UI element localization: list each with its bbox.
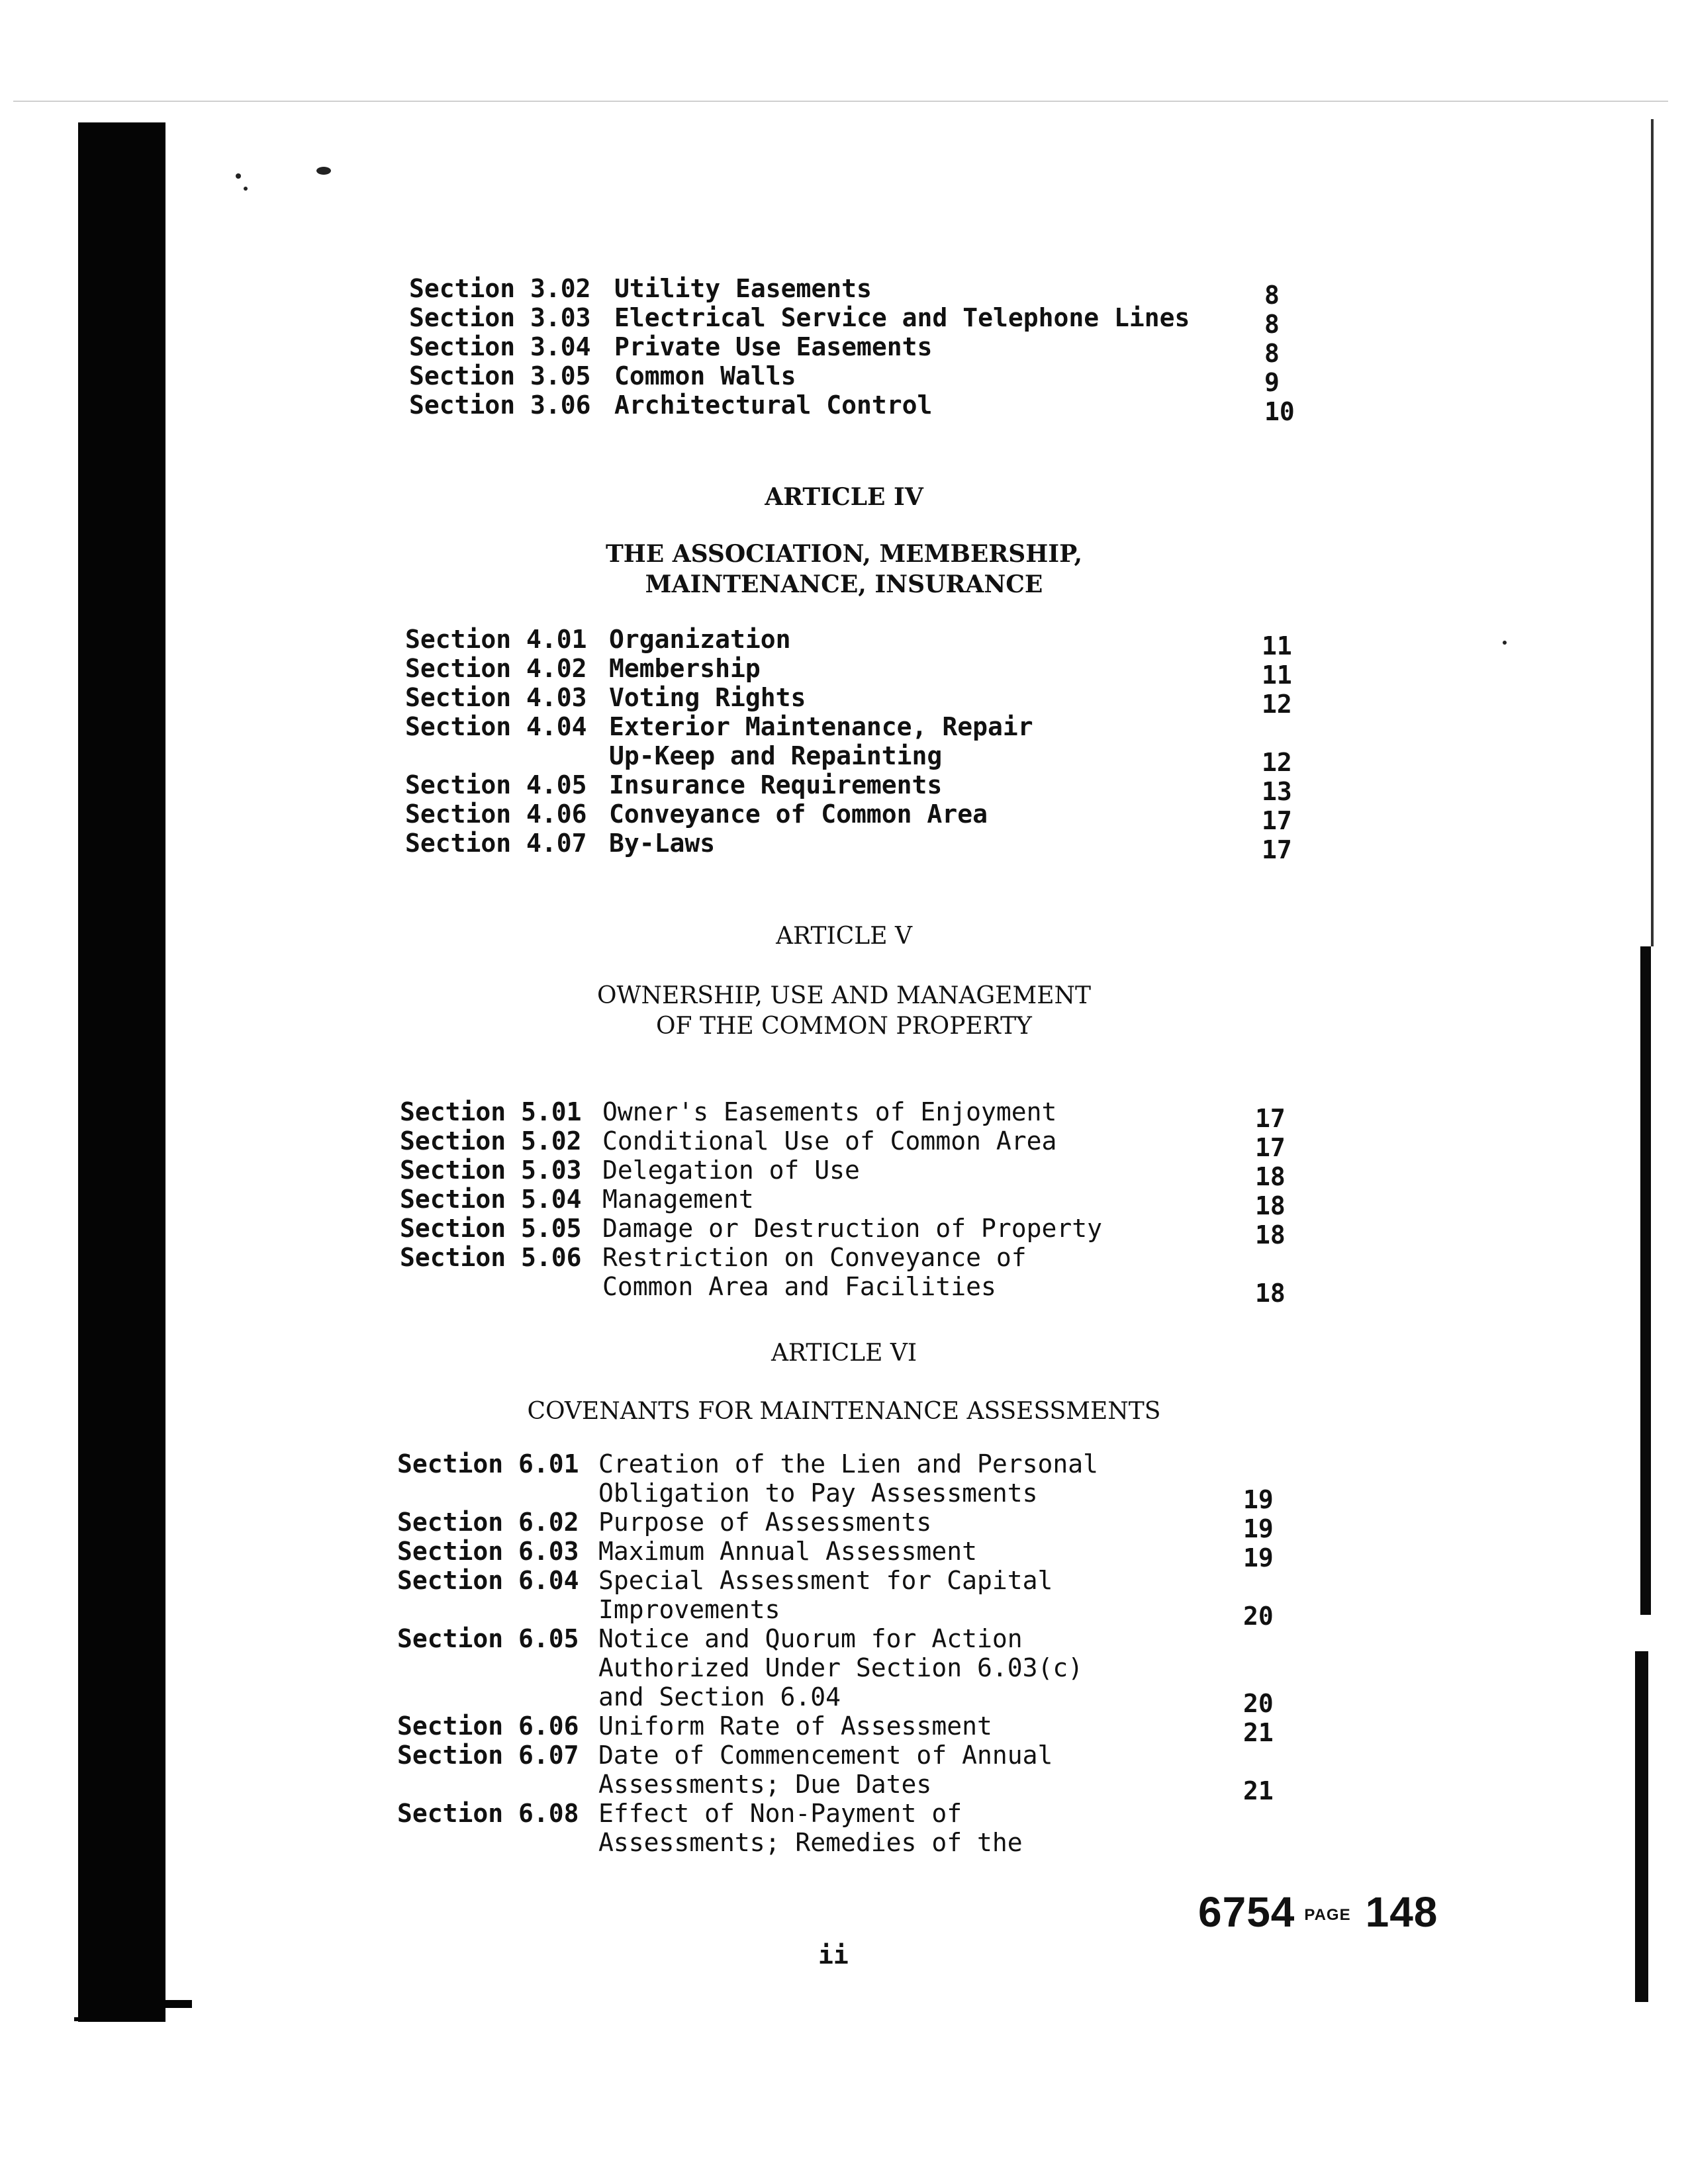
section-number: Section 4.06 [405,799,587,829]
article3-section-list [0,274,1688,426]
section-page-number: 18 [1255,1162,1286,1191]
section-page-number: 20 [1243,1689,1274,1718]
section-page-number: 13 [1262,777,1292,806]
toc-entry [0,829,1688,864]
section-number: Section 5.05 [400,1214,582,1243]
article6-heading: ARTICLE VI [771,1340,917,1367]
section-number: Section 4.01 [405,625,587,654]
section-page-number: 11 [1262,631,1292,660]
section-page-number: 18 [1255,1191,1286,1220]
section-title-line: Delegation of Use [602,1156,860,1185]
section-number: Section 5.01 [400,1097,582,1126]
scan-speck [244,187,248,191]
section-number: Section 3.02 [409,274,591,303]
section-page-number: 19 [1243,1485,1274,1514]
section-number: Section 3.06 [409,390,591,420]
toc-entry [0,1156,1688,1191]
section-page-number: 21 [1243,1718,1274,1747]
section-title-line: Maximum Annual Assessment [598,1537,977,1566]
section-title-line: Private Use Easements [614,332,933,361]
section-number: Section 4.07 [405,829,587,858]
section-number: Section 4.02 [405,654,587,683]
article4-section-list [0,625,1688,864]
section-title-line: and Section 6.04 [598,1682,841,1711]
section-title-line: Date of Commencement of Annual [598,1741,1053,1770]
toc-entry [0,1711,1688,1747]
toc-entry [0,1126,1688,1162]
section-number: Section 6.01 [397,1449,579,1479]
section-page-number: 21 [1243,1776,1274,1805]
section-title-line: Electrical Service and Telephone Lines [614,303,1190,332]
article4-subheading-line1: THE ASSOCIATION, MEMBERSHIP, [605,540,1083,568]
section-page-number: 9 [1264,368,1280,397]
section-page-number: 8 [1264,281,1280,310]
section-page-number: 18 [1255,1220,1286,1250]
toc-entry [0,1508,1688,1543]
scan-binding-shadow-tail [74,2017,114,2021]
section-title-line: Common Walls [614,361,796,390]
section-number: Section 6.04 [397,1566,579,1595]
section-title-line: Utility Easements [614,274,872,303]
section-title-line: Owner's Easements of Enjoyment [602,1097,1057,1126]
toc-entry [0,332,1688,368]
scan-binding-shadow-foot [106,2000,192,2008]
section-page-number: 18 [1255,1279,1286,1308]
section-title-line: Management [602,1185,754,1214]
recording-book: 6754 [1198,1888,1295,1936]
toc-entry [0,625,1688,660]
toc-entry [0,1799,1688,1857]
section-number: Section 5.02 [400,1126,582,1156]
section-page-number: 17 [1255,1133,1286,1162]
section-page-number: 17 [1262,835,1292,864]
section-page-number: 17 [1262,806,1292,835]
section-title-line: Restriction on Conveyance of [602,1243,1027,1272]
toc-entry [0,799,1688,835]
section-number: Section 4.03 [405,683,587,712]
toc-entry [0,1624,1688,1718]
section-title-line: Assessments; Due Dates [598,1770,932,1799]
section-title-line: Notice and Quorum for Action [598,1624,1023,1653]
section-title-line: Uniform Rate of Assessment [598,1711,992,1741]
section-number: Section 6.02 [397,1508,579,1537]
section-number: Section 5.06 [400,1243,582,1272]
section-title-line: Creation of the Lien and Personal [598,1449,1098,1479]
toc-entry [0,712,1688,777]
section-page-number: 12 [1262,690,1292,719]
section-page-number: 8 [1264,310,1280,339]
recording-page: 148 [1365,1888,1438,1936]
section-number: Section 6.08 [397,1799,579,1828]
toc-entry [0,361,1688,397]
toc-entry [0,1097,1688,1133]
section-page-number: 8 [1264,339,1280,368]
toc-entry [0,390,1688,426]
section-title-line: Damage or Destruction of Property [602,1214,1102,1243]
section-title-line: Obligation to Pay Assessments [598,1479,1038,1508]
article5-heading: ARTICLE V [776,923,912,950]
section-title-line: Organization [609,625,791,654]
section-number: Section 3.04 [409,332,591,361]
section-title-line: Special Assessment for Capital [598,1566,1053,1595]
toc-entry [0,303,1688,339]
toc-entry [0,770,1688,806]
toc-entry [0,1185,1688,1220]
recording-page-label: PAGE [1304,1906,1351,1925]
section-page-number: 19 [1243,1543,1274,1572]
section-number: Section 6.07 [397,1741,579,1770]
toc-entry [0,1741,1688,1805]
section-number: Section 6.03 [397,1537,579,1566]
section-title-line: Conveyance of Common Area [609,799,988,829]
scan-edge-line [13,101,1668,102]
section-title-line: By-Laws [609,829,716,858]
section-title-line: Architectural Control [614,390,933,420]
section-number: Section 6.05 [397,1624,579,1653]
toc-entry [0,1537,1688,1572]
section-title-line: Exterior Maintenance, Repair [609,712,1033,741]
section-title-line: Insurance Requirements [609,770,943,799]
recording-stamp [1198,1888,1438,1936]
article5-subheading-line1: OWNERSHIP, USE AND MANAGEMENT [596,982,1092,1009]
toc-entry [0,1214,1688,1250]
section-page-number: 20 [1243,1602,1274,1631]
section-title-line: Common Area and Facilities [602,1272,996,1301]
section-page-number: 11 [1262,660,1292,690]
article6-subheading: COVENANTS FOR MAINTENANCE ASSESSMENTS [527,1398,1161,1425]
section-number: Section 3.03 [409,303,591,332]
article4-subheading-line2: MAINTENANCE, INSURANCE [645,570,1043,598]
section-page-number: 17 [1255,1104,1286,1133]
toc-entry [0,1566,1688,1631]
section-page-number: 12 [1262,748,1292,777]
section-title-line: Improvements [598,1595,780,1624]
section-number: Section 3.05 [409,361,591,390]
section-title-line: Up-Keep and Repainting [609,741,943,770]
article5-subheading-line2: OF THE COMMON PROPERTY [656,1013,1032,1040]
article5-section-list [0,1097,1688,1308]
section-title-line: Authorized Under Section 6.03(c) [598,1653,1084,1682]
section-title-line: Voting Rights [609,683,806,712]
section-title-line: Conditional Use of Common Area [602,1126,1057,1156]
toc-entry [0,274,1688,310]
section-title-line: Assessments; Remedies of the [598,1828,1023,1857]
scan-speck [316,167,331,175]
section-number: Section 4.04 [405,712,587,741]
section-title-line: Membership [609,654,761,683]
section-number: Section 5.03 [400,1156,582,1185]
section-page-number: 10 [1264,397,1295,426]
section-title-line: Effect of Non-Payment of [598,1799,962,1828]
section-number: Section 4.05 [405,770,587,799]
section-page-number: 19 [1243,1514,1274,1543]
toc-entry [0,654,1688,690]
section-title-line: Purpose of Assessments [598,1508,932,1537]
article6-section-list [0,1449,1688,1857]
page-number: ii [818,1940,849,1970]
toc-entry [0,1243,1688,1308]
article4-heading: ARTICLE IV [765,483,923,511]
section-number: Section 6.06 [397,1711,579,1741]
toc-entry [0,1449,1688,1514]
section-number: Section 5.04 [400,1185,582,1214]
toc-entry [0,683,1688,719]
scan-speck [236,173,241,179]
